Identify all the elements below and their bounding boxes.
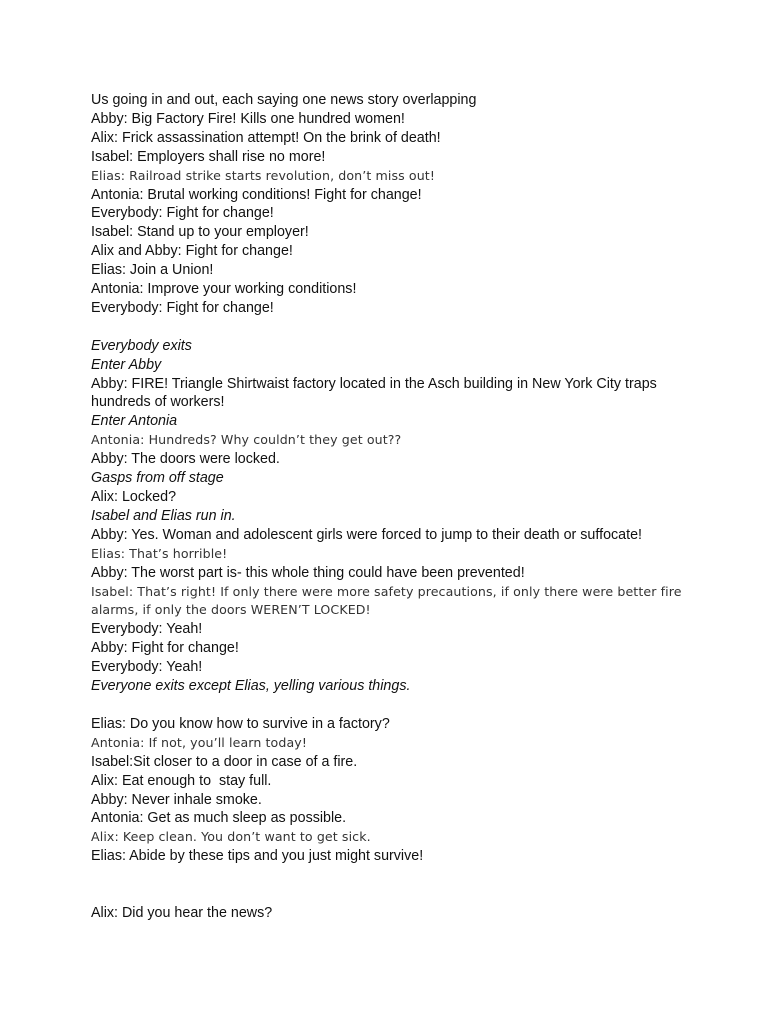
dialogue-line: Elias: Railroad strike starts revolution, don’t miss out!: [91, 167, 435, 183]
stage-direction: Everyone exits except Elias, yelling various things.: [91, 678, 411, 695]
dialogue-line: Isabel:Sit closer to a door in case of a fire.: [91, 753, 358, 770]
dialogue-line: Antonia: If not, you’ll learn today!: [91, 734, 307, 750]
stage-direction: Everybody exits: [91, 337, 192, 354]
dialogue-line: Abby: Fight for change!: [91, 640, 239, 657]
stage-direction: Isabel and Elias run in.: [91, 507, 236, 524]
dialogue-line: Abby: Never inhale smoke.: [91, 791, 262, 808]
dialogue-line: Alix: Frick assassination attempt! On the brink of death!: [91, 129, 441, 146]
dialogue-line: Elias: Abide by these tips and you just might survive!: [91, 848, 424, 865]
stage-direction: Us going in and out, each saying one news story overlapping: [91, 92, 477, 108]
dialogue-line: Everybody: Yeah!: [91, 621, 203, 638]
dialogue-line-continued: alarms, if only the doors WEREN’T LOCKED!: [91, 602, 371, 618]
stage-direction: Enter Abby: [91, 356, 162, 373]
dialogue-line: Everybody: Fight for change!: [91, 299, 274, 316]
dialogue-line: Isabel: Employers shall rise no more!: [91, 148, 326, 165]
dialogue-line: Alix: Keep clean. You don’t want to get sick.: [91, 829, 371, 845]
stage-direction: Gasps from off stage: [91, 470, 224, 487]
paragraph-spacer: [91, 696, 751, 715]
paragraph-spacer: [91, 318, 751, 337]
dialogue-line: Everybody: Fight for change!: [91, 205, 274, 222]
dialogue-line: Everybody: Yeah!: [91, 659, 203, 676]
dialogue-line: Abby: The worst part is- this whole thing could have been prevented!: [91, 564, 525, 581]
dialogue-line: Antonia: Get as much sleep as possible.: [91, 810, 347, 827]
dialogue-line-continued: hundreds of workers!: [91, 394, 225, 411]
dialogue-line: Antonia: Hundreds? Why couldn’t they get out??: [91, 432, 402, 448]
dialogue-line: Isabel: That’s right! If only there were more safety precautions, if only there were better fire: [91, 583, 682, 599]
dialogue-line: Alix: Eat enough to stay full.: [91, 772, 272, 789]
stage-direction: Enter Antonia: [91, 413, 178, 430]
dialogue-line: Alix: Did you hear the news?: [91, 904, 273, 921]
play-script: [91, 91, 751, 923]
dialogue-line: Abby: Yes. Woman and adolescent girls were forced to jump to their death or suffocate!: [91, 526, 643, 543]
dialogue-line: Isabel: Stand up to your employer!: [91, 224, 309, 241]
dialogue-line: Antonia: Improve your working conditions!: [91, 281, 357, 298]
dialogue-line: Alix and Abby: Fight for change!: [91, 243, 293, 260]
dialogue-line: Alix: Locked?: [91, 489, 177, 506]
dialogue-line: Abby: FIRE! Triangle Shirtwaist factory located in the Asch building in New York City traps: [91, 375, 657, 392]
paragraph-spacer: [91, 866, 751, 904]
dialogue-line: Abby: The doors were locked.: [91, 451, 280, 468]
dialogue-line: Elias: That’s horrible!: [91, 545, 228, 561]
dialogue-line: Elias: Do you know how to survive in a factory?: [91, 715, 390, 732]
dialogue-line: Antonia: Brutal working conditions! Fight for change!: [91, 186, 422, 203]
dialogue-line: Elias: Join a Union!: [91, 262, 214, 279]
dialogue-line: Abby: Big Factory Fire! Kills one hundred women!: [91, 110, 405, 127]
